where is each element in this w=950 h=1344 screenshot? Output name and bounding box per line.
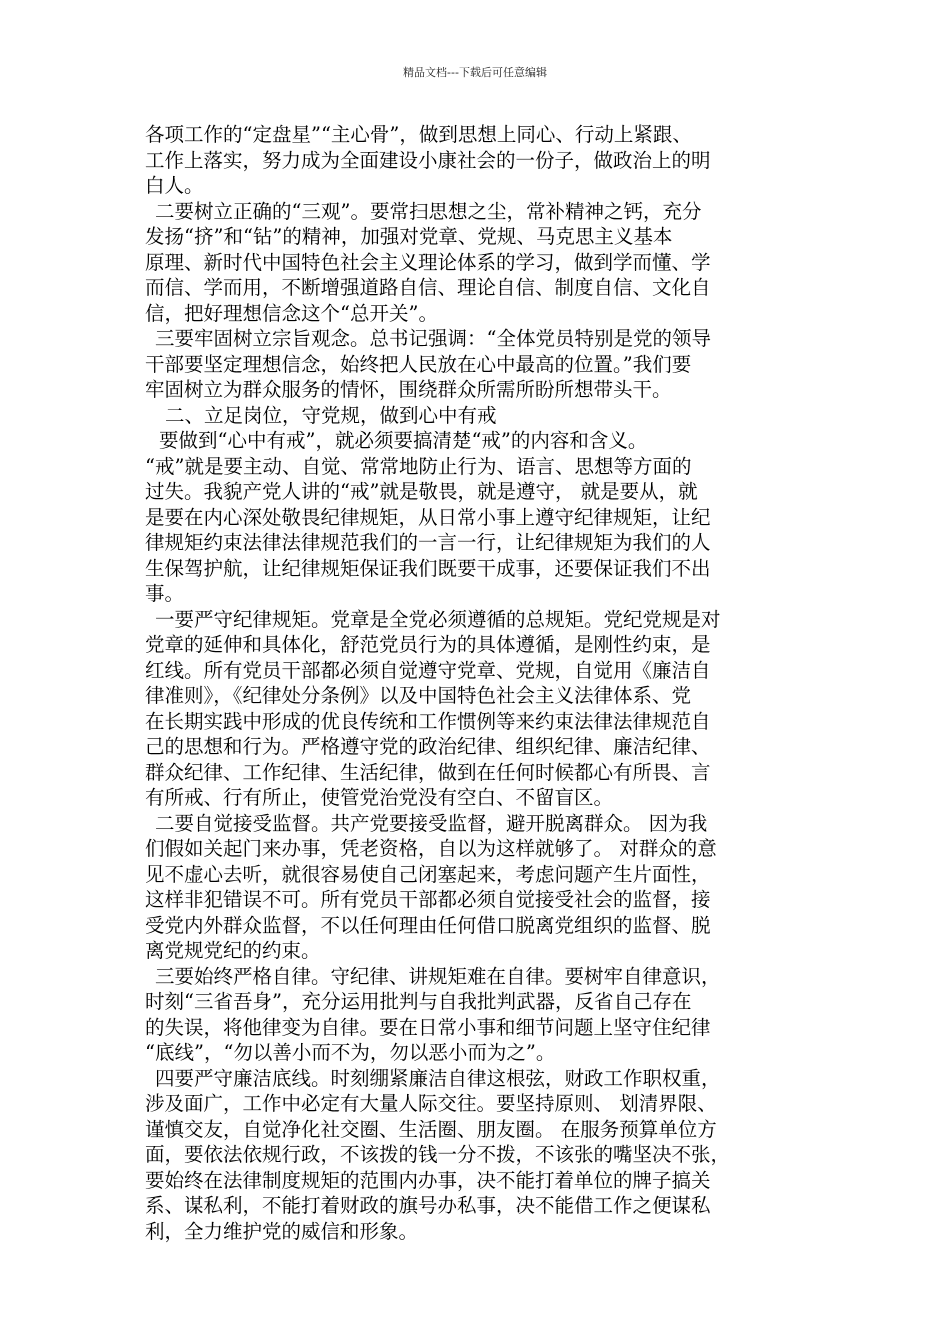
text-line: 发扬“挤”和“钻”的精神，加强对党章、党规、马克思主义基本 [145, 225, 673, 248]
paragraph-start-line: 二要自觉接受监督。共产党要接受监督，避开脱离群众。 因为我 [155, 811, 708, 835]
text-line: 红线。所有党员干部都必须自觉遵守党章、党规，自觉用《廉洁自 [145, 658, 711, 682]
document-body [145, 122, 810, 1244]
text-line: 牢固树立为群众服务的情怀，围绕群众所需所盼所想带头干。 [145, 378, 672, 401]
text-line: 有所戒、行有所止，使管党治党没有空白、不留盲区。 [145, 786, 614, 809]
text-line: 的失误，将他律变为自律。要在日常小事和细节问题上坚守住纪律 [145, 1015, 711, 1039]
text-line: 这样非犯错误不可。所有党员干部都必须自觉接受社会的监督，接 [145, 888, 711, 911]
text-line: “戒”就是要主动、自觉、常常地防止行为、语言、思想等方面的 [145, 454, 692, 478]
text-line: 受党内外群众监督，不以任何理由任何借口脱离党组织的监督、脱 [145, 913, 711, 937]
text-line: 们假如关起门来办事，凭老资格，自以为这样就够了。 对群众的意 [145, 837, 717, 860]
text-line: 律规矩约束法律法律规范我们的一言一行，让纪律规矩为我们的人 [145, 531, 711, 554]
text-line: 过失。我貌产党人讲的“戒”就是敬畏，就是遵守， 就是要从，就 [145, 480, 698, 503]
paragraph-start-line: 要做到“心中有戒”，就必须要搞清楚“戒”的内容和含义。 [159, 429, 648, 452]
paragraph-start-line: 二要树立正确的“三观”。要常扫思想之尘，常补精神之钙，充分 [155, 199, 702, 223]
text-line: 而信、学而用，不断增强道路自信、理论自信、制度自信、文化自 [145, 276, 711, 299]
text-line: 律准则》，《纪律处分条例》以及中国特色社会主义法律体系、党 [145, 684, 692, 707]
text-line: 干部要坚定理想信念，始终把人民放在心中最高的位置。”我们要 [145, 352, 692, 376]
page-header: 精品文档---下载后可任意编辑 [403, 66, 547, 79]
text-line: 时刻“三省吾身”，充分运用批判与自我批判武器，反省自己存在 [145, 990, 692, 1013]
section-heading: 二、立足岗位，守党规，做到心中有戒 [165, 403, 497, 427]
text-line: 面，要依法依规行政，不该拨的钱一分不拨，不该张的嘴坚决不张， [145, 1143, 731, 1166]
text-line: 各项工作的“定盘星”“主心骨”，做到思想上同心、行动上紧跟、 [145, 123, 692, 146]
paragraph-start-line: 一要严守纪律规矩。党章是全党必须遵循的总规矩。党纪党规是对 [155, 607, 721, 631]
paragraph-start-line: 三要牢固树立宗旨观念。总书记强调：“全体党员特别是党的领导 [155, 327, 711, 350]
text-line: 涉及面广，工作中必定有大量人际交往。要坚持原则、 划清界限、 [145, 1092, 717, 1115]
text-line: 己的思想和行为。严格遵守党的政治纪律、组织纪律、廉洁纪律、 [145, 735, 711, 758]
text-line: 原理、新时代中国特色社会主义理论体系的学习，做到学而懂、学 [145, 250, 711, 274]
text-line: “底线”，“勿以善小而不为，勿以恶小而为之”。 [145, 1041, 556, 1064]
text-line: 见不虚心去听，就很容易使自己闭塞起来，考虑问题产生片面性， [145, 862, 711, 886]
text-line: 事。 [145, 582, 185, 605]
text-line: 群众纪律、工作纪律、生活纪律，做到在任何时候都心有所畏、言 [145, 760, 711, 784]
text-line: 工作上落实，努力成为全面建设小康社会的一份子，做政治上的明 [145, 148, 711, 172]
text-line: 白人。 [145, 174, 204, 197]
text-line: 党章的延伸和具体化，舒范党员行为的具体遵循，是刚性约束，是 [145, 633, 711, 656]
text-line: 利，全力维护党的威信和形象。 [145, 1219, 419, 1243]
text-line: 信，把好理想信念这个“总开关”。 [145, 301, 438, 325]
text-line: 谨慎交友，自觉净化社交圈、生活圈、朋友圈。 在服务预算单位方 [145, 1117, 717, 1141]
text-line: 离党规党纪的约束。 [145, 939, 321, 962]
text-line: 生保驾护航，让纪律规矩保证我们既要干成事，还要保证我们不出 [145, 556, 711, 580]
text-line: 要始终在法律制度规矩的范围内办事，决不能打着单位的牌子搞关 [145, 1168, 711, 1192]
text-line: 在长期实践中形成的优良传统和工作惯例等来约束法律法律规范自 [145, 709, 711, 733]
paragraph-start-line: 三要始终严格自律。守纪律、讲规矩难在自律。要树牢自律意识， [155, 964, 721, 988]
paragraph-start-line: 四要严守廉洁底线。时刻绷紧廉洁自律这根弦，财政工作职权重， [155, 1066, 721, 1090]
text-line: 系、谋私利，不能打着财政的旗号办私事，决不能借工作之便谋私 [145, 1194, 711, 1217]
text-line: 是要在内心深处敬畏纪律规矩，从日常小事上遵守纪律规矩，让纪 [145, 505, 711, 529]
